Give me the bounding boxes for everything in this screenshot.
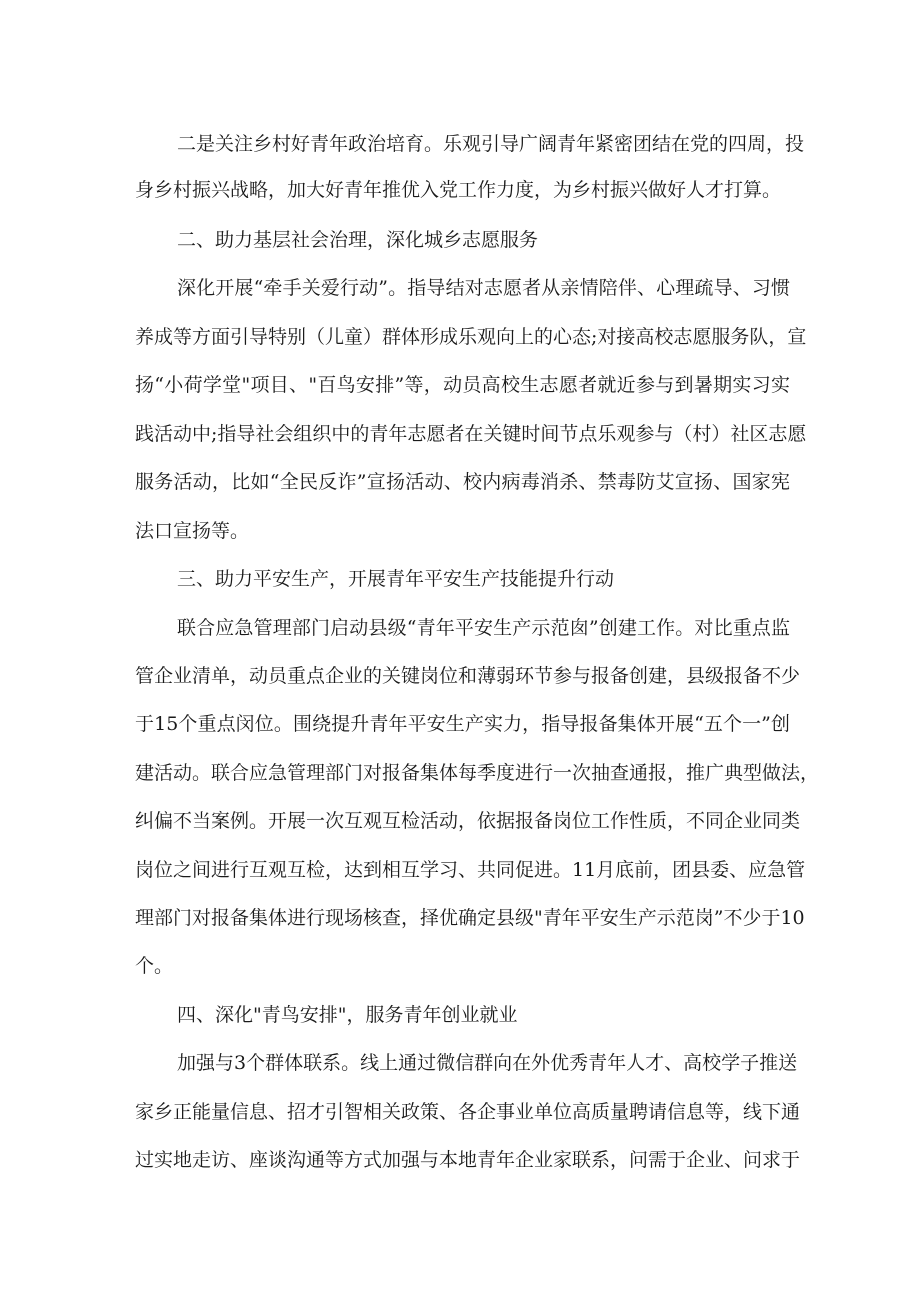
paragraph-line: 服务活动，比如“全民反诈”宣扬活动、校内病毒消杀、禁毒防艾宣扬、国家宪 <box>135 471 790 493</box>
paragraph-line: 家乡正能量信息、招才引智相关政策、各企事业单位高质量聘请信息等，线下通 <box>135 1101 801 1123</box>
paragraph-line: 管企业清单，动员重点企业的关键岗位和薄弱环节参与报备创建，县级报备不少 <box>135 665 801 687</box>
paragraph-line: 加强与3个群体联系。线上通过微信群向在外优秀青年人才、高校学子推送 <box>177 1052 798 1074</box>
paragraph-line: 过实地走访、座谈沟通等方式加强与本地青年企业家联系，问需于企业、问求于 <box>135 1149 801 1171</box>
paragraph-line: 个。 <box>135 955 174 977</box>
paragraph-line: 于15个重点闵位。围绕提升青年平安生产实力，指导报备集体开展“五个一”创 <box>135 713 790 735</box>
section-heading: 四、深化"青鸟安排"，服务青年创业就业 <box>177 1004 518 1026</box>
section-heading: 二、助力基层社会治理，深化城乡志愿服务 <box>177 229 539 251</box>
paragraph-line: 践活动中;指导社会组织中的青年志愿者在关键时间节点乐观参与（村）社区志愿 <box>135 423 807 445</box>
paragraph-line: 身乡村振兴战略，加大好青年推优入党工作力度，为乡村振兴做好人才打算。 <box>135 179 782 201</box>
paragraph-line: 理部门对报备集体进行现场核查，择优确定县级"青年平安生产示范岗”不少于10 <box>135 907 805 929</box>
paragraph-line: 深化开展“牵手关爱行动”。指导结对志愿者从亲情陪伴、心理疏导、习惯 <box>177 277 790 299</box>
paragraph-line: 岗位之间进行互观互检，达到相互学习、共同促进。11月底前，团县委、应急管 <box>135 859 806 881</box>
paragraph-line: 纠偏不当案例。开展一次互观互检活动，依据报备岗位工作性质，不同企业同类 <box>135 810 801 832</box>
paragraph-line: 扬“小荷学堂"项目、"百鸟安排”等，动员高校生志愿者就近参与到暑期实习实 <box>135 374 790 396</box>
paragraph-line: 建活动。联合应急管理部门对报备集体每季度进行一次抽查通报，推广典型做法， <box>135 762 820 784</box>
paragraph-line: 养成等方面引导特别（儿童）群体形成乐观向上的心态;对接高校志愿服务队，宣 <box>135 326 807 348</box>
paragraph-line: 法口宣扬等。 <box>135 520 250 542</box>
section-heading: 三、助力平安生产，开展青年平安生产技能提升行动 <box>177 568 615 590</box>
paragraph-line: 二是关注乡村好青年政治培育。乐观引导广阔青年紧密团结在党的四周，投 <box>177 133 805 155</box>
paragraph-line: 联合应急管理部门启动县级“青年平安生产示范囱”创建工作。对比重点监 <box>177 617 790 639</box>
